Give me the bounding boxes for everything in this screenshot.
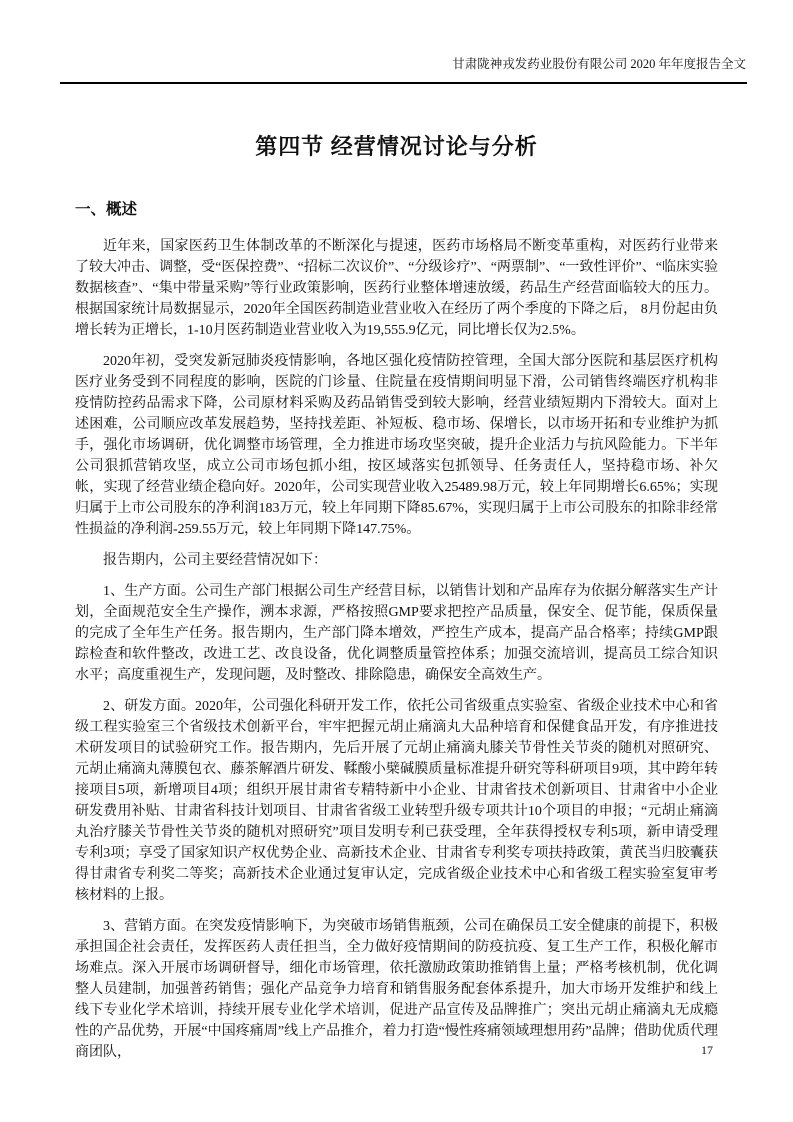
report-header bbox=[60, 56, 746, 72]
report-header-text: 甘肃陇神戎发药业股份有限公司 2020 年年度报告全文 bbox=[452, 57, 746, 71]
paragraph-covid-impact: 2020年初，受突发新冠肺炎疫情影响，各地区强化疫情防控管理，全国大部分医院和基层医疗机构医疗业务受到不同程度的影响，医院的门诊量、住院量在疫情期间明显下滑，公司销售终端医疗机构非疫情防控药品需求下降，公司原材料采购及药品销售受到较大影响，经营业绩短期内下滑较大。面对上述困难，公司顺应改革发展趋势，坚持找差距、补短板、稳市场、保增长，以市场开拓和专业维护为抓手，强化市场调研，优化调整市场管理，全力推进市场攻坚突破，提升企业活力与抗风险能力。下半年公司狠抓营销攻坚，成立公司市场包抓小组，按区域落实包抓领导、任务责任人，坚持稳市场、补欠帐，实现了经营业绩企稳向好。2020年，公司实现营业收入25489.98万元，较上年同期增长6.65%；实现归属于上市公司股东的净利润183万元，较上年同期下降85.67%，实现归属于上市公司股东的扣除非经常性损益的净利润-259.55万元，较上年同期下降147.75%。 bbox=[75, 354, 718, 537]
paragraph-production: 1、生产方面。公司生产部门根据公司生产经营目标，以销售计划和产品库存为依据分解落实生产计划，全面规范安全生产操作，溯本求源，严格按照GMP要求把控产品质量，保安全、促节能，保质保量的完成了全年生产任务。报告期内，生产部门降本增效，严控生产成本，提高产品合格率；持续GMP跟踪检查和软件整改，改进工艺、改良设备，优化调整质量管控体系；加强交流培训，提高员工综合知识水平；高度重视生产，发现问题，及时整改、排除隐患，确保安全高效生产。 bbox=[75, 584, 718, 683]
paragraph-research: 2、研发方面。2020年，公司强化科研开发工作，依托公司省级重点实验室、省级企业技术中心和省级工程实验室三个省级技术创新平台，牢牢把握元胡止痛滴丸大品种培育和保健食品开发，有序推进技术研发项目的试验研究工作。报告期内，先后开展了元胡止痛滴丸膝关节骨性关节炎的随机对照研究、元胡止痛滴丸薄膜包衣、藤茶解酒片研发、鞣酸小檗碱膜质量标准提升研究等科研项目9项，其中跨年转接项目5项，新增项目4项；组织开展甘肃省专精特新中小企业、甘肃省技术创新项目、甘肃省中小企业研发费用补贴、甘肃省科技计划项目、甘肃省省级工业转型升级专项共计10个项目的申报；“元胡止痛滴丸治疗膝关节骨性关节炎的随机对照研究”项目发明专利已获受理，全年获得授权专利5项，新申请受理专利3项；享受了国家知识产权优势企业、高新技术企业、甘肃省专利奖专项扶持政策，黄芪当归胶囊获得甘肃省专利奖二等奖；高新技术企业通过复审认定，完成省级企业技术中心和省级工程实验室复审考核材料的上报。 bbox=[75, 699, 718, 903]
page-number: 17 bbox=[701, 1043, 713, 1057]
document-body bbox=[75, 120, 718, 1073]
paragraph-industry-overview: 近年来，国家医药卫生体制改革的不断深化与提速，医药市场格局不断变革重构，对医药行业带来了较大冲击、调整，受“医保控费”、“招标二次议价”、“分级诊疗”、“两票制”、“一致性评价”、“临床实验数据核查”、“集中带量采购”等行业政策影响，医药行业整体增速放缓，药品生产经营面临较大的压力。根据国家统计局数据显示，2020年全国医药制造业营业收入在经历了两个季度的下降之后， 8月份起由负增长转为正增长，1-10月医药制造业营业收入为19,555.9亿元，同比增长仅为2.5%。 bbox=[75, 239, 718, 338]
paragraph-report-intro: 报告期内，公司主要经营情况如下： bbox=[103, 553, 327, 568]
chapter-title: 第四节 经营情况讨论与分析 bbox=[255, 134, 538, 159]
paragraph-marketing: 3、营销方面。在突发疫情影响下，为突破市场销售瓶颈，公司在确保员工安全健康的前提下，积极承担国企社会责任，发挥医药人责任担当，全力做好疫情期间的防疫抗疫、复工生产工作，积极化解市场难点。深入开展市场调研督导，细化市场管理，依托激励政策助推销售上量；严格考核机制，优化调整人员建制，加强普药销售；强化产品竞争力培育和销售服务配套体系提升，加大市场开发维护和线上线下专业化学术培训，持续开展专业化学术培训，促进产品宣传及品牌推广；突出元胡止痛滴丸无成瘾性的产品优势，开展“中国疼痛周”线上产品推介，着力打造“慢性疼痛领域理想用药”品牌；借助优质代理商团队， bbox=[75, 919, 718, 1060]
header-divider bbox=[60, 82, 747, 84]
section-heading-overview: 一、概述 bbox=[75, 201, 138, 218]
